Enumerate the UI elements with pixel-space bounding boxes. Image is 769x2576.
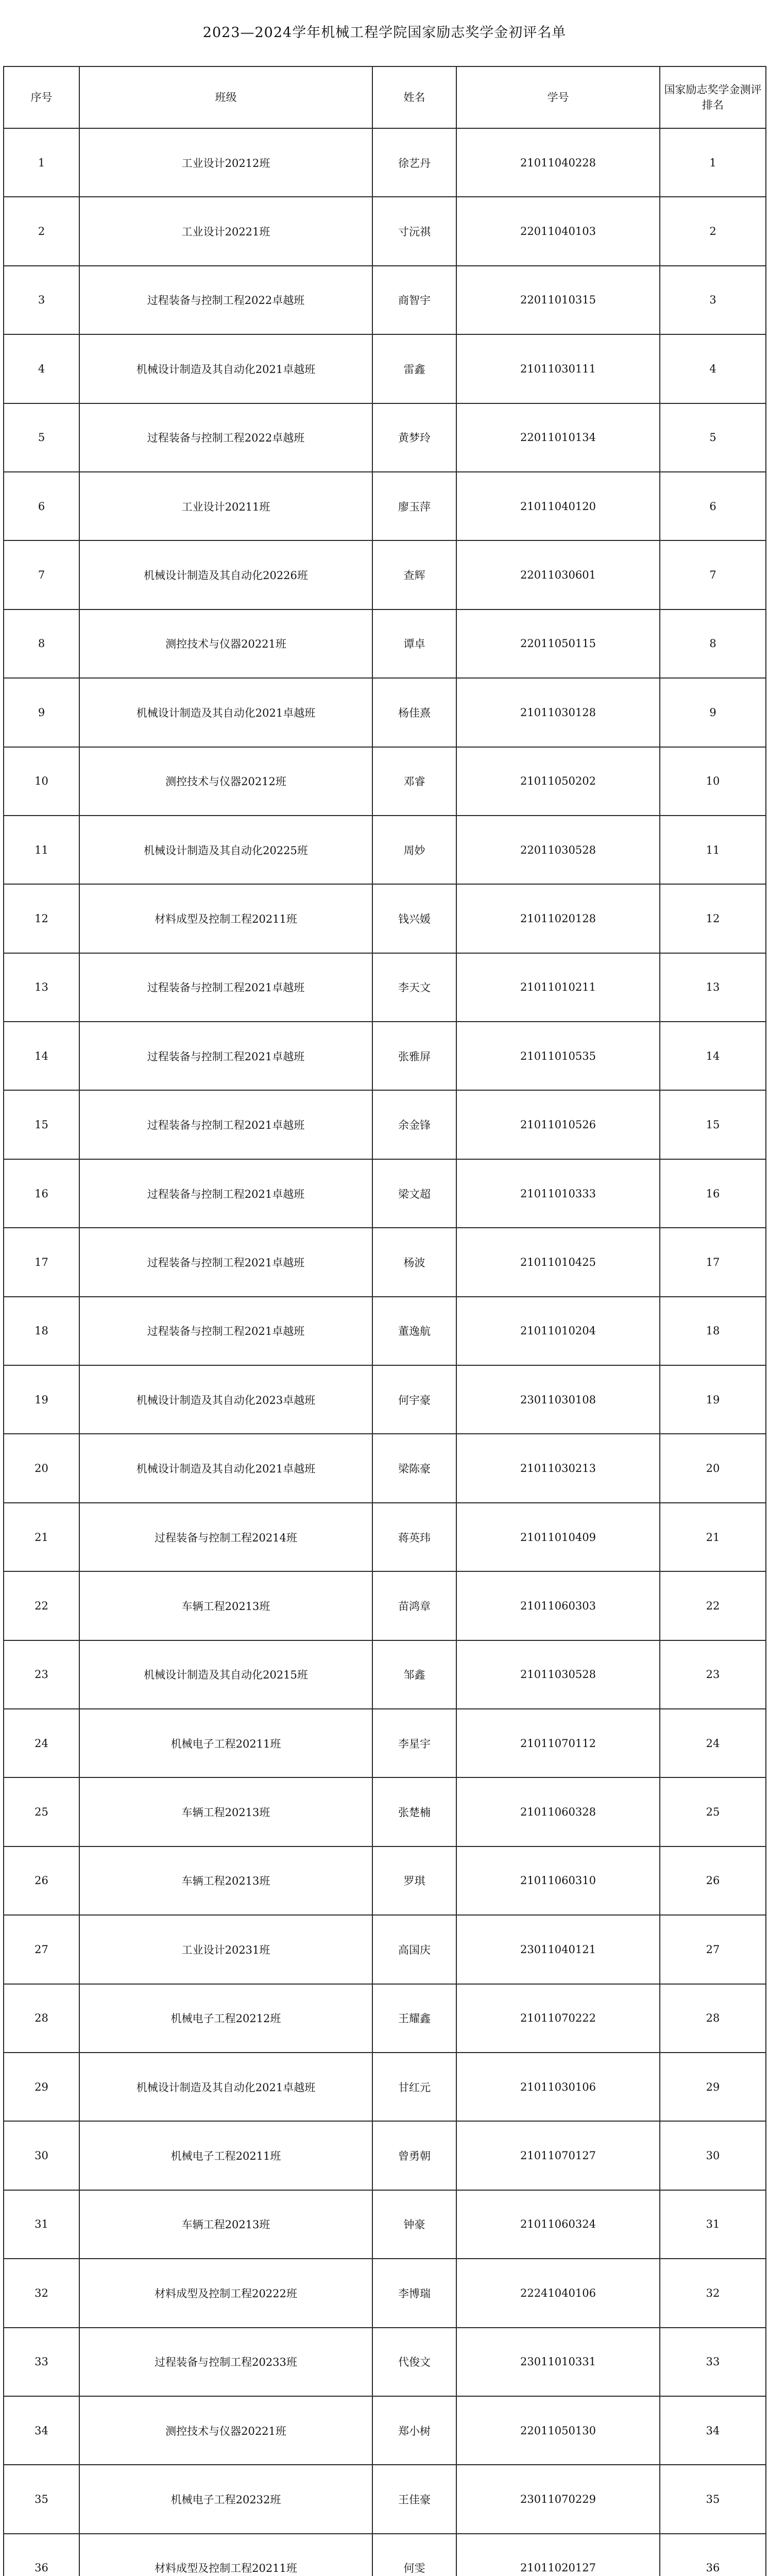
cell-index: 33 xyxy=(4,2328,79,2396)
cell-rank: 9 xyxy=(660,678,766,747)
cell-name: 何雯 xyxy=(372,2534,456,2576)
cell-name: 杨波 xyxy=(372,1228,456,1296)
cell-name: 周妙 xyxy=(372,816,456,884)
cell-index: 11 xyxy=(4,816,79,884)
cell-class: 过程装备与控制工程2021卓越班 xyxy=(79,1297,372,1365)
cell-student-id: 21011070222 xyxy=(456,1984,660,2053)
table-row xyxy=(4,1365,766,1434)
cell-name: 徐艺丹 xyxy=(372,128,456,197)
cell-rank: 14 xyxy=(660,1022,766,1090)
table-row xyxy=(4,2534,766,2576)
table-row xyxy=(4,1022,766,1090)
cell-index: 8 xyxy=(4,609,79,678)
cell-class: 机械设计制造及其自动化20215班 xyxy=(79,1640,372,1709)
cell-class: 机械设计制造及其自动化2021卓越班 xyxy=(79,2053,372,2121)
cell-student-id: 21011060303 xyxy=(456,1571,660,1640)
cell-rank: 15 xyxy=(660,1090,766,1159)
cell-rank: 11 xyxy=(660,816,766,884)
cell-index: 21 xyxy=(4,1503,79,1571)
cell-student-id: 21011010425 xyxy=(456,1228,660,1296)
cell-class: 材料成型及控制工程20222班 xyxy=(79,2259,372,2327)
cell-student-id: 21011020128 xyxy=(456,884,660,953)
cell-index: 20 xyxy=(4,1434,79,1502)
cell-rank: 20 xyxy=(660,1434,766,1502)
cell-class: 过程装备与控制工程2021卓越班 xyxy=(79,1022,372,1090)
cell-index: 22 xyxy=(4,1571,79,1640)
header-class: 班级 xyxy=(79,66,372,128)
cell-index: 6 xyxy=(4,472,79,540)
cell-name: 李星宇 xyxy=(372,1709,456,1777)
cell-rank: 28 xyxy=(660,1984,766,2053)
cell-student-id: 22011050115 xyxy=(456,609,660,678)
cell-index: 17 xyxy=(4,1228,79,1296)
cell-class: 车辆工程20213班 xyxy=(79,1846,372,1915)
cell-student-id: 21011040228 xyxy=(456,128,660,197)
cell-index: 1 xyxy=(4,128,79,197)
cell-rank: 29 xyxy=(660,2053,766,2121)
cell-class: 工业设计20211班 xyxy=(79,472,372,540)
cell-rank: 10 xyxy=(660,747,766,816)
cell-class: 测控技术与仪器20221班 xyxy=(79,609,372,678)
cell-class: 机械设计制造及其自动化2021卓越班 xyxy=(79,678,372,747)
cell-rank: 36 xyxy=(660,2534,766,2576)
cell-student-id: 21011050202 xyxy=(456,747,660,816)
table-row xyxy=(4,266,766,334)
cell-rank: 27 xyxy=(660,1915,766,1984)
table-row xyxy=(4,472,766,540)
cell-class: 机械设计制造及其自动化2021卓越班 xyxy=(79,1434,372,1502)
cell-index: 4 xyxy=(4,334,79,403)
cell-student-id: 21011060324 xyxy=(456,2190,660,2259)
cell-name: 钱兴媛 xyxy=(372,884,456,953)
cell-student-id: 21011030128 xyxy=(456,678,660,747)
cell-name: 黄梦玲 xyxy=(372,403,456,472)
table-row xyxy=(4,1777,766,1846)
cell-student-id: 23011070229 xyxy=(456,2465,660,2533)
cell-rank: 17 xyxy=(660,1228,766,1296)
cell-rank: 2 xyxy=(660,197,766,265)
cell-name: 杨佳熹 xyxy=(372,678,456,747)
cell-name: 梁文超 xyxy=(372,1159,456,1228)
cell-index: 19 xyxy=(4,1365,79,1434)
page-title: 2023—2024学年机械工程学院国家励志奖学金初评名单 xyxy=(202,25,567,41)
cell-rank: 31 xyxy=(660,2190,766,2259)
cell-index: 30 xyxy=(4,2121,79,2190)
cell-name: 张楚楠 xyxy=(372,1777,456,1846)
cell-rank: 19 xyxy=(660,1365,766,1434)
cell-name: 钟豪 xyxy=(372,2190,456,2259)
table-row xyxy=(4,334,766,403)
cell-index: 27 xyxy=(4,1915,79,1984)
cell-rank: 24 xyxy=(660,1709,766,1777)
cell-class: 过程装备与控制工程2021卓越班 xyxy=(79,1228,372,1296)
table-row xyxy=(4,1503,766,1571)
cell-index: 18 xyxy=(4,1297,79,1365)
table-row xyxy=(4,747,766,816)
table-row xyxy=(4,540,766,609)
table-row xyxy=(4,2465,766,2533)
cell-rank: 12 xyxy=(660,884,766,953)
cell-index: 16 xyxy=(4,1159,79,1228)
table-row xyxy=(4,2259,766,2327)
cell-rank: 21 xyxy=(660,1503,766,1571)
table-row xyxy=(4,1640,766,1709)
cell-name: 代俊文 xyxy=(372,2328,456,2396)
cell-rank: 32 xyxy=(660,2259,766,2327)
cell-rank: 16 xyxy=(660,1159,766,1228)
cell-student-id: 21011070127 xyxy=(456,2121,660,2190)
scholarship-table xyxy=(3,66,766,2576)
table-row xyxy=(4,1159,766,1228)
cell-name: 郑小树 xyxy=(372,2396,456,2465)
cell-name: 余金锋 xyxy=(372,1090,456,1159)
cell-class: 机械设计制造及其自动化20226班 xyxy=(79,540,372,609)
cell-student-id: 21011010526 xyxy=(456,1090,660,1159)
cell-name: 王耀鑫 xyxy=(372,1984,456,2053)
table-row xyxy=(4,2053,766,2121)
cell-name: 王佳豪 xyxy=(372,2465,456,2533)
cell-rank: 4 xyxy=(660,334,766,403)
cell-name: 苗鸿章 xyxy=(372,1571,456,1640)
cell-name: 蒋英玮 xyxy=(372,1503,456,1571)
cell-class: 测控技术与仪器20212班 xyxy=(79,747,372,816)
cell-class: 车辆工程20213班 xyxy=(79,2190,372,2259)
cell-index: 23 xyxy=(4,1640,79,1709)
cell-student-id: 21011010333 xyxy=(456,1159,660,1228)
cell-index: 34 xyxy=(4,2396,79,2465)
cell-rank: 7 xyxy=(660,540,766,609)
cell-student-id: 23011030108 xyxy=(456,1365,660,1434)
cell-rank: 5 xyxy=(660,403,766,472)
cell-student-id: 21011030528 xyxy=(456,1640,660,1709)
table-row xyxy=(4,1571,766,1640)
cell-student-id: 21011040120 xyxy=(456,472,660,540)
cell-class: 机械设计制造及其自动化2023卓越班 xyxy=(79,1365,372,1434)
cell-index: 3 xyxy=(4,266,79,334)
cell-student-id: 21011010409 xyxy=(456,1503,660,1571)
cell-student-id: 22241040106 xyxy=(456,2259,660,2327)
cell-student-id: 22011030601 xyxy=(456,540,660,609)
cell-class: 机械设计制造及其自动化2021卓越班 xyxy=(79,334,372,403)
cell-index: 29 xyxy=(4,2053,79,2121)
cell-name: 何宇豪 xyxy=(372,1365,456,1434)
table-row xyxy=(4,1228,766,1296)
cell-rank: 1 xyxy=(660,128,766,197)
cell-index: 2 xyxy=(4,197,79,265)
cell-student-id: 21011010204 xyxy=(456,1297,660,1365)
cell-rank: 6 xyxy=(660,472,766,540)
cell-index: 26 xyxy=(4,1846,79,1915)
cell-rank: 34 xyxy=(660,2396,766,2465)
table-row xyxy=(4,678,766,747)
cell-student-id: 22011010134 xyxy=(456,403,660,472)
cell-rank: 13 xyxy=(660,953,766,1022)
cell-class: 过程装备与控制工程2021卓越班 xyxy=(79,1090,372,1159)
cell-rank: 35 xyxy=(660,2465,766,2533)
table-row xyxy=(4,1915,766,1984)
cell-student-id: 21011020127 xyxy=(456,2534,660,2576)
cell-name: 寸沅祺 xyxy=(372,197,456,265)
cell-index: 5 xyxy=(4,403,79,472)
cell-rank: 18 xyxy=(660,1297,766,1365)
table-row xyxy=(4,2396,766,2465)
cell-name: 谭卓 xyxy=(372,609,456,678)
cell-class: 材料成型及控制工程20211班 xyxy=(79,884,372,953)
cell-class: 工业设计20231班 xyxy=(79,1915,372,1984)
cell-class: 过程装备与控制工程2022卓越班 xyxy=(79,266,372,334)
table-row xyxy=(4,403,766,472)
cell-student-id: 22011040103 xyxy=(456,197,660,265)
cell-index: 31 xyxy=(4,2190,79,2259)
cell-name: 梁陈豪 xyxy=(372,1434,456,1502)
cell-index: 10 xyxy=(4,747,79,816)
header-row xyxy=(4,66,766,128)
header-index: 序号 xyxy=(4,66,79,128)
cell-class: 车辆工程20213班 xyxy=(79,1571,372,1640)
cell-index: 9 xyxy=(4,678,79,747)
table-row xyxy=(4,884,766,953)
cell-index: 13 xyxy=(4,953,79,1022)
cell-student-id: 21011030213 xyxy=(456,1434,660,1502)
table-header xyxy=(4,66,766,128)
cell-class: 机械电子工程20211班 xyxy=(79,1709,372,1777)
table-row xyxy=(4,1846,766,1915)
cell-index: 15 xyxy=(4,1090,79,1159)
cell-student-id: 21011060328 xyxy=(456,1777,660,1846)
cell-index: 25 xyxy=(4,1777,79,1846)
table-body xyxy=(4,128,766,2576)
cell-rank: 25 xyxy=(660,1777,766,1846)
cell-index: 36 xyxy=(4,2534,79,2576)
cell-name: 邓睿 xyxy=(372,747,456,816)
cell-class: 机械电子工程20211班 xyxy=(79,2121,372,2190)
cell-student-id: 23011040121 xyxy=(456,1915,660,1984)
cell-name: 查辉 xyxy=(372,540,456,609)
table-row xyxy=(4,2121,766,2190)
cell-rank: 23 xyxy=(660,1640,766,1709)
table-row xyxy=(4,197,766,265)
table-row xyxy=(4,609,766,678)
cell-class: 过程装备与控制工程2022卓越班 xyxy=(79,403,372,472)
cell-class: 过程装备与控制工程20214班 xyxy=(79,1503,372,1571)
cell-student-id: 21011060310 xyxy=(456,1846,660,1915)
cell-rank: 26 xyxy=(660,1846,766,1915)
cell-student-id: 22011030528 xyxy=(456,816,660,884)
cell-name: 罗琪 xyxy=(372,1846,456,1915)
cell-name: 邹鑫 xyxy=(372,1640,456,1709)
cell-class: 过程装备与控制工程2021卓越班 xyxy=(79,953,372,1022)
cell-student-id: 21011030111 xyxy=(456,334,660,403)
cell-student-id: 23011010331 xyxy=(456,2328,660,2396)
cell-name: 李博瑞 xyxy=(372,2259,456,2327)
header-student-id: 学号 xyxy=(456,66,660,128)
cell-class: 测控技术与仪器20221班 xyxy=(79,2396,372,2465)
cell-name: 李天文 xyxy=(372,953,456,1022)
table-row xyxy=(4,1984,766,2053)
cell-rank: 8 xyxy=(660,609,766,678)
cell-name: 廖玉萍 xyxy=(372,472,456,540)
cell-name: 曾勇朝 xyxy=(372,2121,456,2190)
table-row xyxy=(4,1090,766,1159)
table-row xyxy=(4,816,766,884)
cell-name: 高国庆 xyxy=(372,1915,456,1984)
cell-index: 7 xyxy=(4,540,79,609)
cell-class: 机械电子工程20212班 xyxy=(79,1984,372,2053)
cell-index: 35 xyxy=(4,2465,79,2533)
table-row xyxy=(4,2190,766,2259)
cell-name: 雷鑫 xyxy=(372,334,456,403)
cell-class: 工业设计20221班 xyxy=(79,197,372,265)
cell-student-id: 22011050130 xyxy=(456,2396,660,2465)
cell-rank: 30 xyxy=(660,2121,766,2190)
cell-name: 甘红元 xyxy=(372,2053,456,2121)
cell-rank: 22 xyxy=(660,1571,766,1640)
cell-name: 董逸航 xyxy=(372,1297,456,1365)
cell-class: 材料成型及控制工程20211班 xyxy=(79,2534,372,2576)
cell-student-id: 21011030106 xyxy=(456,2053,660,2121)
table-row xyxy=(4,953,766,1022)
cell-student-id: 22011010315 xyxy=(456,266,660,334)
cell-name: 商智宇 xyxy=(372,266,456,334)
cell-student-id: 21011010211 xyxy=(456,953,660,1022)
table-row xyxy=(4,2328,766,2396)
cell-class: 车辆工程20213班 xyxy=(79,1777,372,1846)
cell-index: 12 xyxy=(4,884,79,953)
cell-rank: 3 xyxy=(660,266,766,334)
cell-name: 张雅屏 xyxy=(372,1022,456,1090)
table-row xyxy=(4,1434,766,1502)
cell-student-id: 21011070112 xyxy=(456,1709,660,1777)
table-row xyxy=(4,1709,766,1777)
cell-student-id: 21011010535 xyxy=(456,1022,660,1090)
cell-class: 工业设计20212班 xyxy=(79,128,372,197)
cell-class: 过程装备与控制工程2021卓越班 xyxy=(79,1159,372,1228)
table-row xyxy=(4,1297,766,1365)
cell-class: 机械设计制造及其自动化20225班 xyxy=(79,816,372,884)
header-name: 姓名 xyxy=(372,66,456,128)
cell-index: 32 xyxy=(4,2259,79,2327)
cell-class: 过程装备与控制工程20233班 xyxy=(79,2328,372,2396)
cell-rank: 33 xyxy=(660,2328,766,2396)
cell-class: 机械电子工程20232班 xyxy=(79,2465,372,2533)
cell-index: 24 xyxy=(4,1709,79,1777)
header-rank: 国家励志奖学金测评排名 xyxy=(660,66,766,128)
cell-index: 28 xyxy=(4,1984,79,2053)
table-row xyxy=(4,128,766,197)
cell-index: 14 xyxy=(4,1022,79,1090)
